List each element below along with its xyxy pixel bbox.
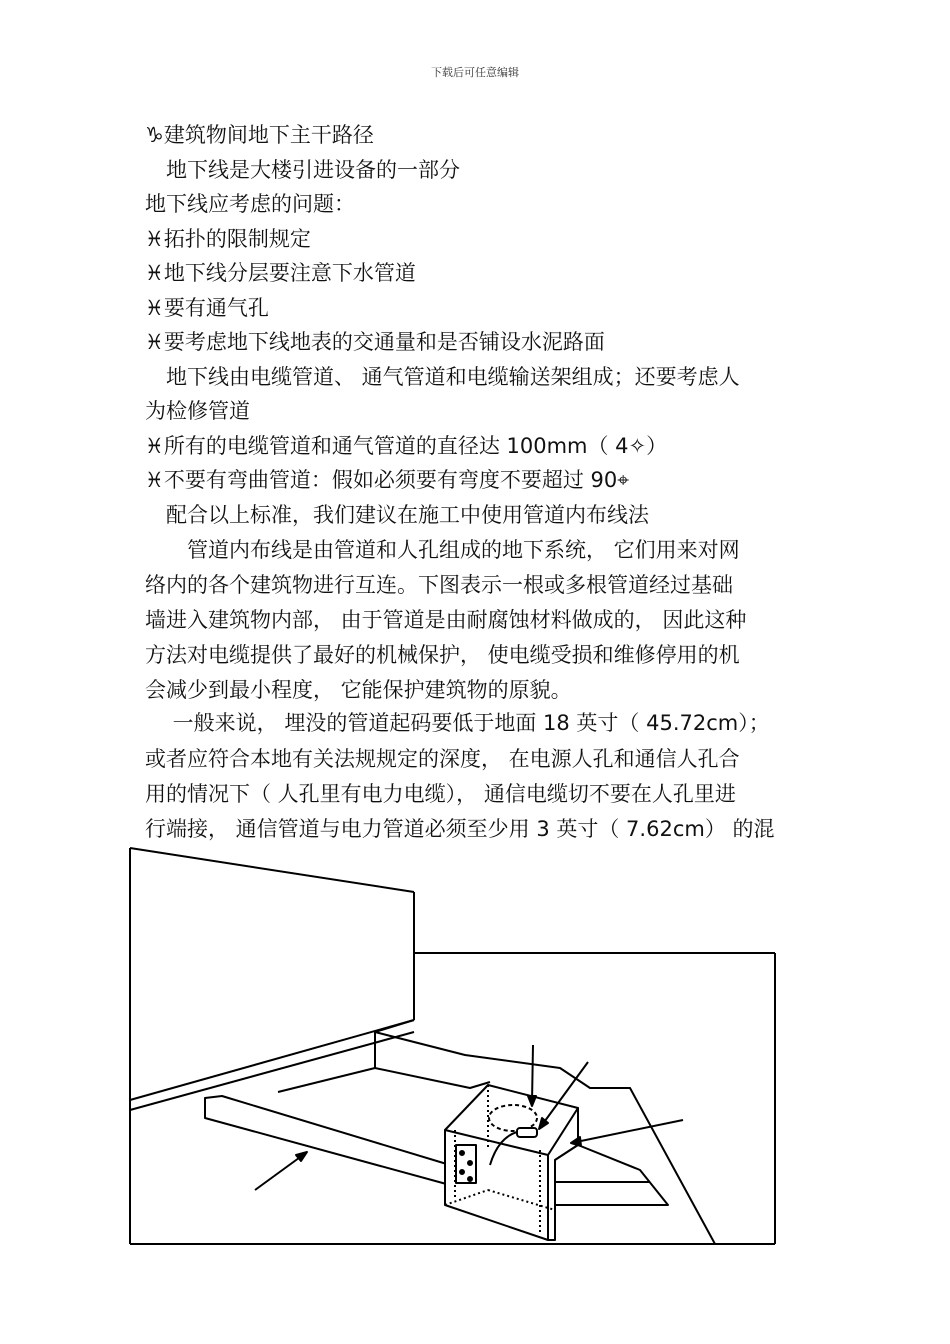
conduit-manhole-figure xyxy=(125,845,785,1250)
text-line: 络内的各个建筑物进行互连。下图表示一根或多根管道经过基础 xyxy=(145,573,733,597)
text-line: 会减少到最小程度， 它能保护建筑物的原貌。 xyxy=(145,678,572,702)
text-line: 用的情况下（ 人孔里有电力电缆）， 通信电缆切不要在人孔里进 xyxy=(145,782,736,806)
cable-splice xyxy=(517,1128,537,1137)
wall-top-edge xyxy=(130,848,414,892)
text-line: ♓拓扑的限制规定 xyxy=(145,227,311,251)
text-line: 配合以上标准，我们建议在施工中使用管道内布线法 xyxy=(145,503,649,527)
wall-base-edge-2 xyxy=(130,1032,414,1110)
text-line: 行端接， 通信管道与电力管道必须至少用 3 英寸（ 7.62cm） 的混 xyxy=(145,817,775,841)
text-line: 墙进入建筑物内部， 由于管道是由耐腐蚀材料做成的， 因此这种 xyxy=(145,608,747,632)
page-header: 下载后可任意编辑 xyxy=(431,66,519,79)
bolt xyxy=(460,1151,464,1155)
text-line: ♓不要有弯曲管道：假如必须要有弯度不要超过 90⌖ xyxy=(145,468,630,492)
cable-bracket xyxy=(456,1145,476,1183)
right-conduit xyxy=(555,1145,668,1205)
text-line: ♓要有通气孔 xyxy=(145,296,269,320)
text-line: ♓地下线分层要注意下水管道 xyxy=(145,261,416,285)
bolt xyxy=(468,1177,472,1181)
left-conduit xyxy=(205,1096,450,1185)
wall-base-edge xyxy=(130,1020,414,1100)
trench-edge xyxy=(375,1068,490,1088)
pointer-line xyxy=(255,1155,303,1190)
text-line: 地下线应考虑的问题： xyxy=(145,192,355,216)
text-line: ♑建筑物间地下主干路径 xyxy=(145,123,374,147)
ground-line xyxy=(278,1020,414,1092)
text-line: 或者应符合本地有关法规规定的深度， 在电源人孔和通信人孔合 xyxy=(145,747,740,771)
pointer-line xyxy=(576,1120,683,1142)
text-line: 一般来说， 埋没的管道起码要低于地面 18 英寸（ 45.72cm）； xyxy=(145,711,770,735)
underground-conduit-manhole-diagram-icon xyxy=(125,845,785,1250)
text-line: 管道内布线是由管道和人孔组成的地下系统， 它们用来对网 xyxy=(145,538,740,562)
text-line: 为检修管道 xyxy=(145,399,250,423)
text-line: ♓要考虑地下线地表的交通量和是否铺设水泥路面 xyxy=(145,330,605,354)
text-line: 方法对电缆提供了最好的机械保护， 使电缆受损和维修停用的机 xyxy=(145,643,740,667)
bolt xyxy=(460,1170,464,1174)
text-line: ♓所有的电缆管道和通气管道的直径达 100mm（ 4✧） xyxy=(145,434,668,458)
bolt xyxy=(468,1161,472,1165)
pointer-line xyxy=(532,1045,533,1102)
text-line: 地下线由电缆管道、 通气管道和电缆输送架组成；还要考虑人 xyxy=(145,365,740,389)
text-line: 地下线是大楼引进设备的一部分 xyxy=(145,158,460,182)
